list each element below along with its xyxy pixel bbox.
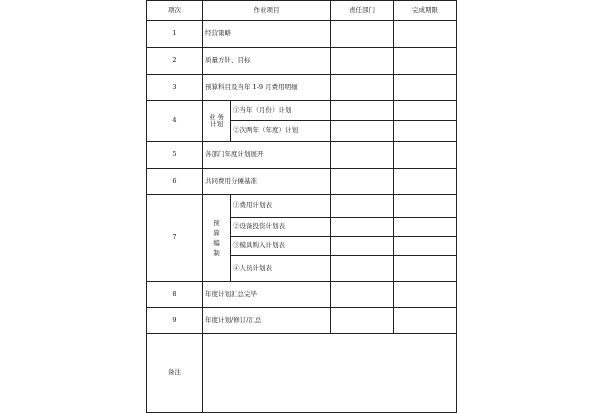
table-row (147, 142, 457, 169)
table-row (147, 75, 457, 101)
dept-cell[interactable] (331, 48, 394, 75)
row-item: 各部门年度计划展开 (203, 142, 331, 169)
dept-cell[interactable] (331, 282, 394, 308)
table-row (147, 48, 457, 75)
row-item: 经营策略 (203, 21, 331, 48)
deadline-cell[interactable] (394, 21, 457, 48)
group-label-char: 预 (213, 218, 220, 227)
row-number: 9 (147, 308, 203, 334)
row-item: 质量方针、目标 (203, 48, 331, 75)
group-label-line: 计划 (210, 120, 223, 128)
dept-cell[interactable] (331, 101, 394, 121)
deadline-cell[interactable] (394, 75, 457, 101)
group-label-budget (203, 195, 231, 282)
dept-cell[interactable] (331, 21, 394, 48)
table-row (147, 195, 457, 218)
header-deadline: 完成期限 (394, 1, 457, 21)
deadline-cell[interactable] (394, 48, 457, 75)
header-item: 作业项目 (203, 1, 331, 21)
row-number: 5 (147, 142, 203, 169)
deadline-cell[interactable] (394, 256, 457, 282)
sub-item: ③模具购入计划表 (231, 237, 331, 256)
table-row (147, 169, 457, 195)
deadline-cell[interactable] (394, 308, 457, 334)
deadline-cell[interactable] (394, 237, 457, 256)
deadline-cell[interactable] (394, 101, 457, 121)
row-item: 预算科目及当年 1-9 月费用明细 (203, 75, 331, 101)
dept-cell[interactable] (331, 308, 394, 334)
deadline-cell[interactable] (394, 121, 457, 142)
table-row (147, 308, 457, 334)
header-row (147, 1, 457, 21)
planning-schedule-table (146, 0, 457, 413)
dept-cell[interactable] (331, 169, 394, 195)
dept-cell[interactable] (331, 121, 394, 142)
deadline-cell[interactable] (394, 218, 457, 237)
dept-cell[interactable] (331, 256, 394, 282)
group-label-line: 业 务 (208, 112, 225, 121)
row-number: 1 (147, 21, 203, 48)
dept-cell[interactable] (331, 142, 394, 169)
table-row (147, 282, 457, 308)
table-row (147, 101, 457, 121)
row-number: 3 (147, 75, 203, 101)
remarks-label: 备注 (147, 334, 203, 413)
deadline-cell[interactable] (394, 282, 457, 308)
dept-cell[interactable] (331, 218, 394, 237)
group-label-char: 编 (213, 239, 220, 247)
dept-cell[interactable] (331, 195, 394, 218)
table-row (147, 21, 457, 48)
sub-item: ①费用计划表 (231, 195, 331, 218)
row-number: 4 (147, 101, 203, 142)
row-item: 年度计划汇总完毕 (203, 282, 331, 308)
sub-item: ①当年（月份）计划 (231, 101, 331, 121)
row-number: 6 (147, 169, 203, 195)
group-label-char: 算 (213, 228, 220, 237)
row-item: 共同费用分摊基准 (203, 169, 331, 195)
dept-cell[interactable] (331, 237, 394, 256)
row-number: 2 (147, 48, 203, 75)
header-dept: 责任部门 (331, 1, 394, 21)
deadline-cell[interactable] (394, 169, 457, 195)
deadline-cell[interactable] (394, 195, 457, 218)
row-number: 7 (147, 195, 203, 282)
group-label-business-plan (203, 101, 231, 142)
header-index: 项次 (147, 1, 203, 21)
dept-cell[interactable] (331, 75, 394, 101)
deadline-cell[interactable] (394, 142, 457, 169)
sub-item: ②次两年（年度）计划 (231, 121, 331, 142)
sub-item: ②设备投资计划表 (231, 218, 331, 237)
row-number: 8 (147, 282, 203, 308)
group-label-char: 制 (213, 249, 220, 258)
remarks-field[interactable] (203, 334, 457, 413)
sub-item: ④人员计划表 (231, 256, 331, 282)
remarks-row (147, 334, 457, 413)
row-item: 年度计划/修订/汇总 (203, 308, 331, 334)
